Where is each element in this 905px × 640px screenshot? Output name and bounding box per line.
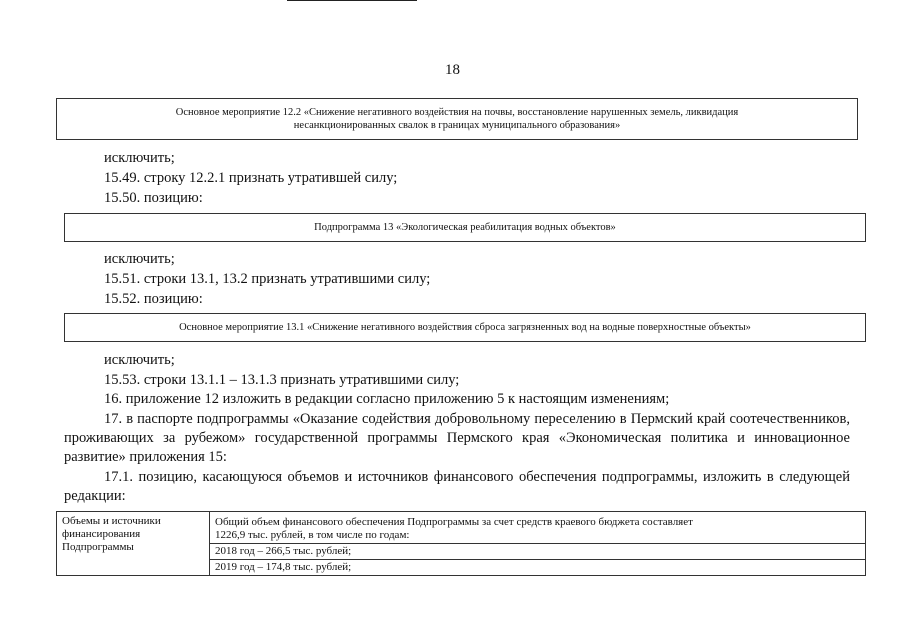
- activity-13-1-title: Основное мероприятие 13.1 «Снижение негативного воздействия сброса загрязненных вод на водные поверхностные объекты»: [179, 322, 751, 333]
- financing-table: [56, 511, 866, 576]
- subprogram-13-box: [64, 213, 866, 242]
- item-16: 16. приложение 12 изложить в редакции согласно приложению 5 к настоящим изменениям;: [104, 391, 670, 407]
- financing-total-line1: Общий объем финансового обеспечения Подпрограммы за счет средств краевого бюджета составляет: [215, 516, 693, 528]
- financing-2019: 2019 год – 174,8 тыс. рублей;: [215, 561, 352, 573]
- exclude-line-3: исключить;: [104, 352, 175, 368]
- top-rule: [287, 0, 417, 1]
- activity-13-1-box: [64, 313, 866, 342]
- exclude-line-1: исключить;: [104, 150, 175, 166]
- activity-12-2-box: [56, 98, 858, 140]
- financing-label-cell: Объемы и источники финансирования Подпрограммы: [57, 512, 210, 576]
- item-15-51: 15.51. строки 13.1, 13.2 признать утратившими силу;: [104, 271, 431, 287]
- item-17-1-text: 17.1. позицию, касающуюся объемов и источников финансового обеспечения подпрограммы, изложить в следующей редакции:: [64, 469, 850, 504]
- financing-2018: 2018 год – 266,5 тыс. рублей;: [210, 544, 865, 560]
- exclude-line-2: исключить;: [104, 251, 175, 267]
- item-17-paragraph: [64, 410, 850, 467]
- item-15-53: 15.53. строки 13.1.1 – 13.1.3 признать утратившими силу;: [104, 372, 460, 388]
- financing-value-cell: [210, 512, 866, 576]
- item-15-52: 15.52. позицию:: [104, 291, 203, 307]
- activity-12-2-line2: несанкционированных свалок в границах муниципального образования»: [293, 120, 621, 131]
- financing-total: [210, 515, 865, 544]
- activity-12-2-line1: Основное мероприятие 12.2 «Снижение негативного воздействия на почвы, восстановление нарушенных земель, ликвидация: [175, 107, 739, 118]
- item-17-text: 17. в паспорте подпрограммы «Оказание содействия добровольному переселению в Пермский край соотечественников, проживающих за рубежом» государственной программы Пермского края «Экономическая политика и инновационное развитие» приложения 15:: [64, 411, 850, 465]
- page-number: 18: [445, 62, 460, 78]
- financing-total-line2: 1226,9 тыс. рублей, в том числе по годам:: [215, 529, 410, 541]
- item-17-1-paragraph: [64, 468, 850, 506]
- item-15-50: 15.50. позицию:: [104, 190, 203, 206]
- item-15-49: 15.49. строку 12.2.1 признать утратившей силу;: [104, 170, 398, 186]
- subprogram-13-title: Подпрограмма 13 «Экологическая реабилитация водных объектов»: [314, 222, 616, 233]
- table-row: [57, 512, 866, 576]
